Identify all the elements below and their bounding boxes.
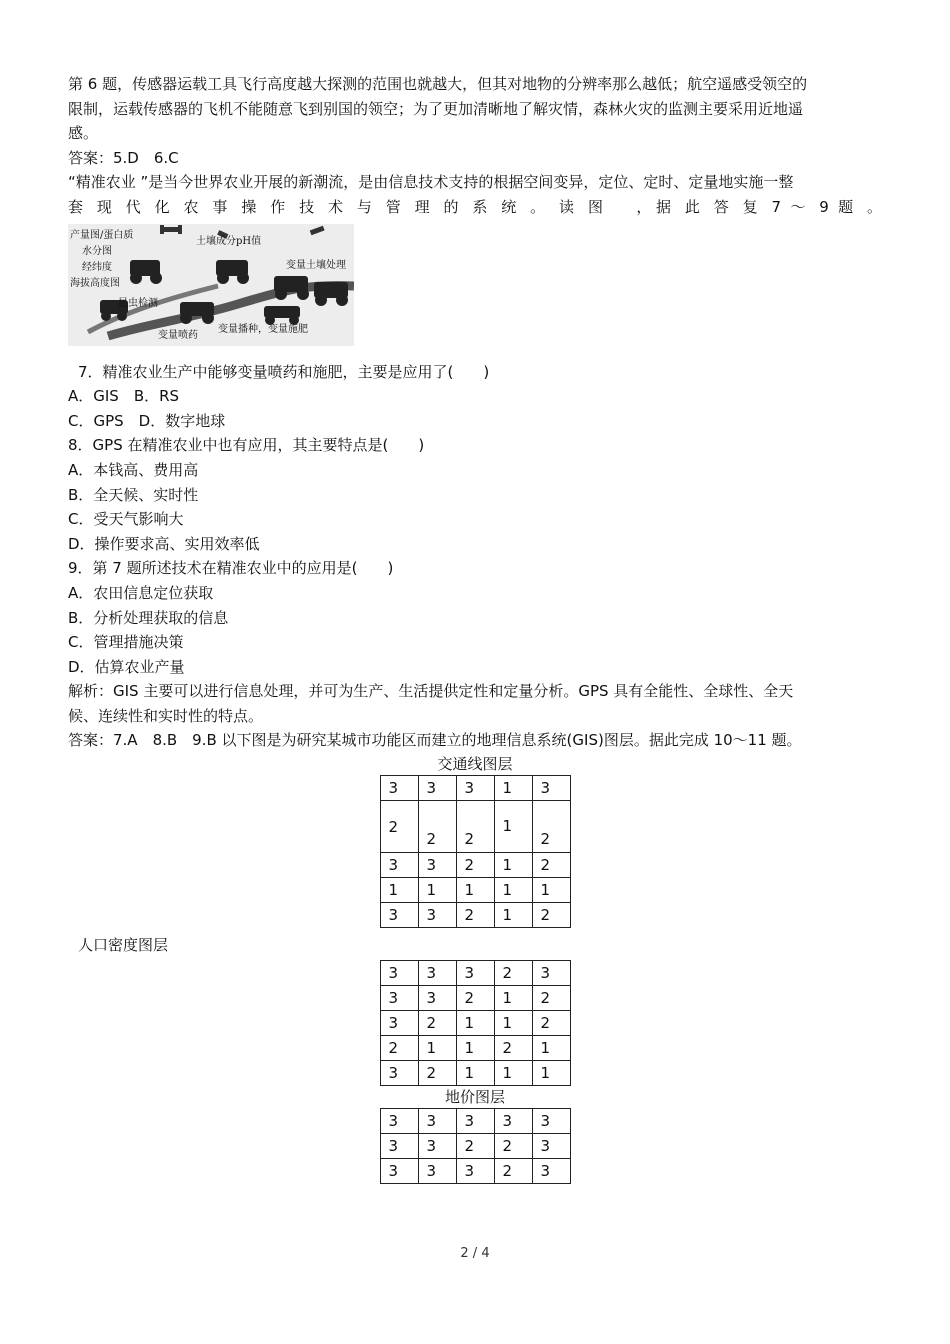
table-cell: 3 [494,1109,532,1134]
table-cell: 2 [494,1036,532,1061]
table-cell: 2 [418,1011,456,1036]
table-row [380,1061,570,1086]
table-cell: 2 [532,801,570,853]
question-9-option-c: C．管理措施决策 [68,633,184,652]
q6-explanation-line2: 限制，运载传感器的飞机不能随意飞到别国的领空；为了更加清晰地了解灾情，森林火灾的监测主要采用近地遥 [68,99,804,118]
figure-label-latlon: 经纬度 [82,261,112,273]
table-cell: 2 [456,1134,494,1159]
table-cell: 1 [532,878,570,903]
table-cell: 1 [494,801,532,853]
table-cell: 2 [532,1011,570,1036]
figure-label-variable-spray: 变量喷药 [158,329,198,341]
population-layer-table [380,960,571,1086]
table-row [380,1036,570,1061]
table-cell: 3 [380,961,418,986]
figure-label-variable-soil: 变量土壤处理 [286,259,346,271]
question-7: 7．精准农业生产中能够变量喷药和施肥，主要是应用了( ) [78,362,490,381]
table-cell: 3 [456,1109,494,1134]
figure-label-yield: 产量图/蛋白质 [70,229,134,241]
table-cell: 1 [494,776,532,801]
table-row [380,878,570,903]
table-row [380,1134,570,1159]
table-cell: 3 [380,903,418,928]
table-cell: 1 [532,1036,570,1061]
table-cell: 1 [494,1061,532,1086]
table-row [380,1109,570,1134]
question-8-option-d: D．操作要求高、实用效率低 [68,534,260,553]
table-cell: 3 [418,903,456,928]
traffic-layer-title: 交通线图层 [437,755,513,774]
figure-label-variable-sow: 变量播种，变量施肥 [218,323,308,335]
table-cell: 2 [532,903,570,928]
table-cell: 1 [456,1011,494,1036]
table-cell: 1 [494,853,532,878]
table-cell: 3 [532,1109,570,1134]
table-cell: 2 [456,903,494,928]
table-cell: 3 [418,961,456,986]
table-cell: 3 [380,986,418,1011]
table-cell: 3 [532,1159,570,1184]
traffic-layer-table [380,775,571,928]
table-cell: 3 [418,776,456,801]
table-cell: 3 [380,1134,418,1159]
table-cell: 3 [532,1134,570,1159]
land-price-layer-table [380,1108,571,1184]
table-cell: 3 [456,1159,494,1184]
table-cell: 3 [418,853,456,878]
table-cell: 1 [380,878,418,903]
table-cell: 1 [494,1011,532,1036]
table-cell: 3 [380,776,418,801]
table-cell: 3 [418,1109,456,1134]
analysis-line2: 候、连续性和实时性的特点。 [68,706,264,725]
table-cell: 3 [456,776,494,801]
table-cell: 3 [532,776,570,801]
table-cell: 2 [494,1134,532,1159]
q6-explanation-line1: 第 6 题，传感器运载工具飞行高度越大探测的范围也就越大，但其对地物的分辨率那么越低；航空遥感受领空的 [68,75,808,93]
table-cell: 1 [418,1036,456,1061]
precision-agri-line1: “精准农业 ”是当今世界农业开展的新潮流，是由信息技术支持的根据空间变异，定位、定时、定量地实施一整 [68,173,794,192]
table-cell: 3 [380,1061,418,1086]
figure-label-soil-ph: 土壤成分pH值 [196,235,262,247]
question-8: 8．GPS 在精准农业中也有应用，其主要特点是( ) [68,436,425,455]
table-row [380,903,570,928]
table-cell: 1 [494,878,532,903]
table-row [380,1159,570,1184]
table-cell: 2 [380,801,418,853]
table-row [380,961,570,986]
question-8-option-c: C．受天气影响大 [68,510,184,529]
question-9-option-a: A．农田信息定位获取 [68,583,214,602]
table-row [380,776,570,801]
table-cell: 1 [418,878,456,903]
question-9: 9．第 7 题所述技术在精准农业中的应用是( ) [68,559,394,578]
analysis-line1: 解析：GIS 主要可以进行信息处理，并可为生产、生活提供定性和定量分析。GPS 具有全能性、全球性、全天 [68,682,794,701]
table-cell: 3 [456,961,494,986]
table-row [380,1011,570,1036]
question-9-option-d: D．估算农业产量 [68,657,185,676]
table-cell: 2 [418,1061,456,1086]
question-9-option-b: B．分析处理获取的信息 [68,608,229,627]
table-cell: 3 [380,1159,418,1184]
table-cell: 2 [456,853,494,878]
population-layer-title: 人口密度图层 [78,936,169,955]
table-cell: 2 [380,1036,418,1061]
table-cell: 2 [418,801,456,853]
table-cell: 1 [494,903,532,928]
table-cell: 3 [380,1011,418,1036]
table-cell: 2 [532,986,570,1011]
question-7-options-ab: A．GIS B．RS [68,387,180,406]
table-cell: 3 [532,961,570,986]
table-cell: 1 [494,986,532,1011]
question-7-options-cd: C．GPS D．数字地球 [68,411,226,430]
table-cell: 2 [494,961,532,986]
table-cell: 2 [456,986,494,1011]
document-page [68,72,882,1184]
question-8-option-b: B．全天候、实时性 [68,485,199,504]
figure-label-water: 水分图 [82,245,112,257]
answer-5-6: 答案：5.D 6.C [68,148,179,167]
answer-7-9: 答案：7.A 8.B 9.B 以下图是为研究某城市功能区而建立的地理信息系统(GIS)图层。据此完成 10～11 题。 [68,731,802,750]
table-cell: 3 [418,1159,456,1184]
precision-agriculture-figure [68,224,354,346]
table-cell: 1 [456,1036,494,1061]
table-cell: 1 [456,1061,494,1086]
figure-label-elevation: 海拔高度图 [70,277,120,289]
page-number: 2 / 4 [460,1246,490,1261]
figure-label-insect: 昆虫检测 [118,297,158,309]
table-cell: 2 [494,1159,532,1184]
table-cell: 3 [380,1109,418,1134]
table-cell: 2 [532,853,570,878]
table-cell: 1 [532,1061,570,1086]
table-row [380,853,570,878]
table-cell: 3 [418,986,456,1011]
table-cell: 3 [380,853,418,878]
table-row [380,801,570,853]
land-price-layer-title: 地价图层 [444,1088,505,1107]
table-cell: 3 [418,1134,456,1159]
table-row [380,986,570,1011]
precision-agri-line2: 套 现 代 化 农 事 操 作 技 术 与 管 理 的 系 统 。 读 图 ，据 此 答 复 7 ～ 9 题 。 [68,197,882,216]
q6-explanation-line3: 感。 [68,124,99,143]
table-cell: 1 [456,878,494,903]
table-cell: 2 [456,801,494,853]
question-8-option-a: A．本钱高、费用高 [68,460,199,479]
